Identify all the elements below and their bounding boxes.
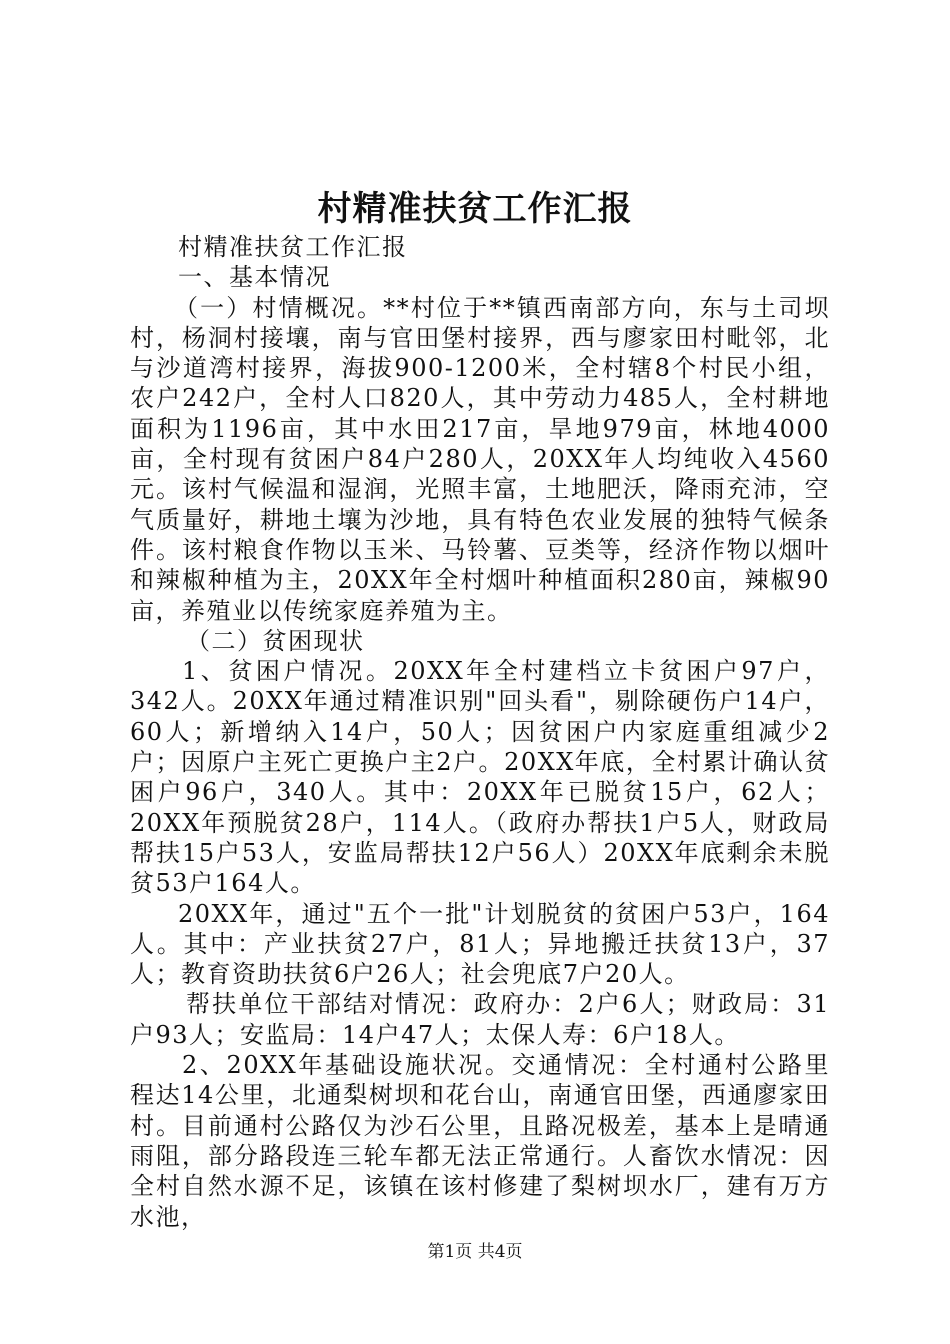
paragraph-five-batch-plan: 20XX年，通过"五个一批"计划脱贫的贫困户53户，164人。其中：产业扶贫27户，81人；异地搬迁扶贫13户，37人；教育资助扶贫6户26人；社会兜底7户20人。 xyxy=(130,899,830,989)
paragraph-poor-households: 1、贫困户情况。20XX年全村建档立卡贫困户97户，342人。20XX年通过精准识别"回头看"，剔除硬伤户14户，60人；新增纳入14户，50人；因贫困户内家庭重组减少2户；因原户主死亡更换户主2户。20XX年底，全村累计确认贫困户96户，340人。其中：20XX年已脱贫15户，62人；20XX年预脱贫28户，114人。（政府办帮扶1户5人，财政局帮扶15户53人，安监局帮扶12户56人）20XX年底剩余未脱贫53户164人。 xyxy=(130,657,830,898)
document-title: 村精准扶贫工作汇报 xyxy=(317,189,633,229)
paragraph-subtitle: 村精准扶贫工作汇报 xyxy=(178,233,408,261)
paragraph-cadre-pairing: 帮扶单位干部结对情况：政府办：2户6人；财政局：31户93人；安监局：14户47人；太保人寿：6户18人。 xyxy=(130,990,830,1049)
paragraph-poverty-heading: （二）贫困现状 xyxy=(186,626,365,655)
page-number-footer: 第1页 共4页 xyxy=(427,1242,523,1262)
document-body xyxy=(130,232,830,1232)
paragraph-village-overview: （一）村情概况。**村位于**镇西南部方向，东与土司坝村，杨洞村接壤，南与官田堡村接界，西与廖家田村毗邻，北与沙道湾村接界，海拔900-1200米，全村辖8个村民小组，农户242户，全村人口820人，其中劳动力485人，全村耕地面积为1196亩，其中水田217亩，旱地979亩，林地4000亩，全村现有贫困户84户280人，20XX年人均纯收入4560元。该村气候温和湿润，光照丰富，土地肥沃，降雨充沛，空气质量好，耕地土壤为沙地，具有特色农业发展的独特气候条件。该村粮食作物以玉米、马铃薯、豆类等，经济作物以烟叶和辣椒种植为主，20XX年全村烟叶种植面积280亩，辣椒90亩，养殖业以传统家庭养殖为主。 xyxy=(130,293,830,625)
paragraph-section-heading: 一、基本情况 xyxy=(178,263,331,292)
paragraph-infrastructure: 2、20XX年基础设施状况。交通情况：全村通村公路里程达14公里，北通梨树坝和花台山，南通官田堡，西通廖家田村。目前通村公路仅为沙石公里，且路况极差，基本上是晴通雨阻，部分路段连三轮车都无法正常通行。人畜饮水情况：因全村自然水源不足，该镇在该村修建了梨树坝水厂，建有万方水池， xyxy=(130,1051,830,1231)
